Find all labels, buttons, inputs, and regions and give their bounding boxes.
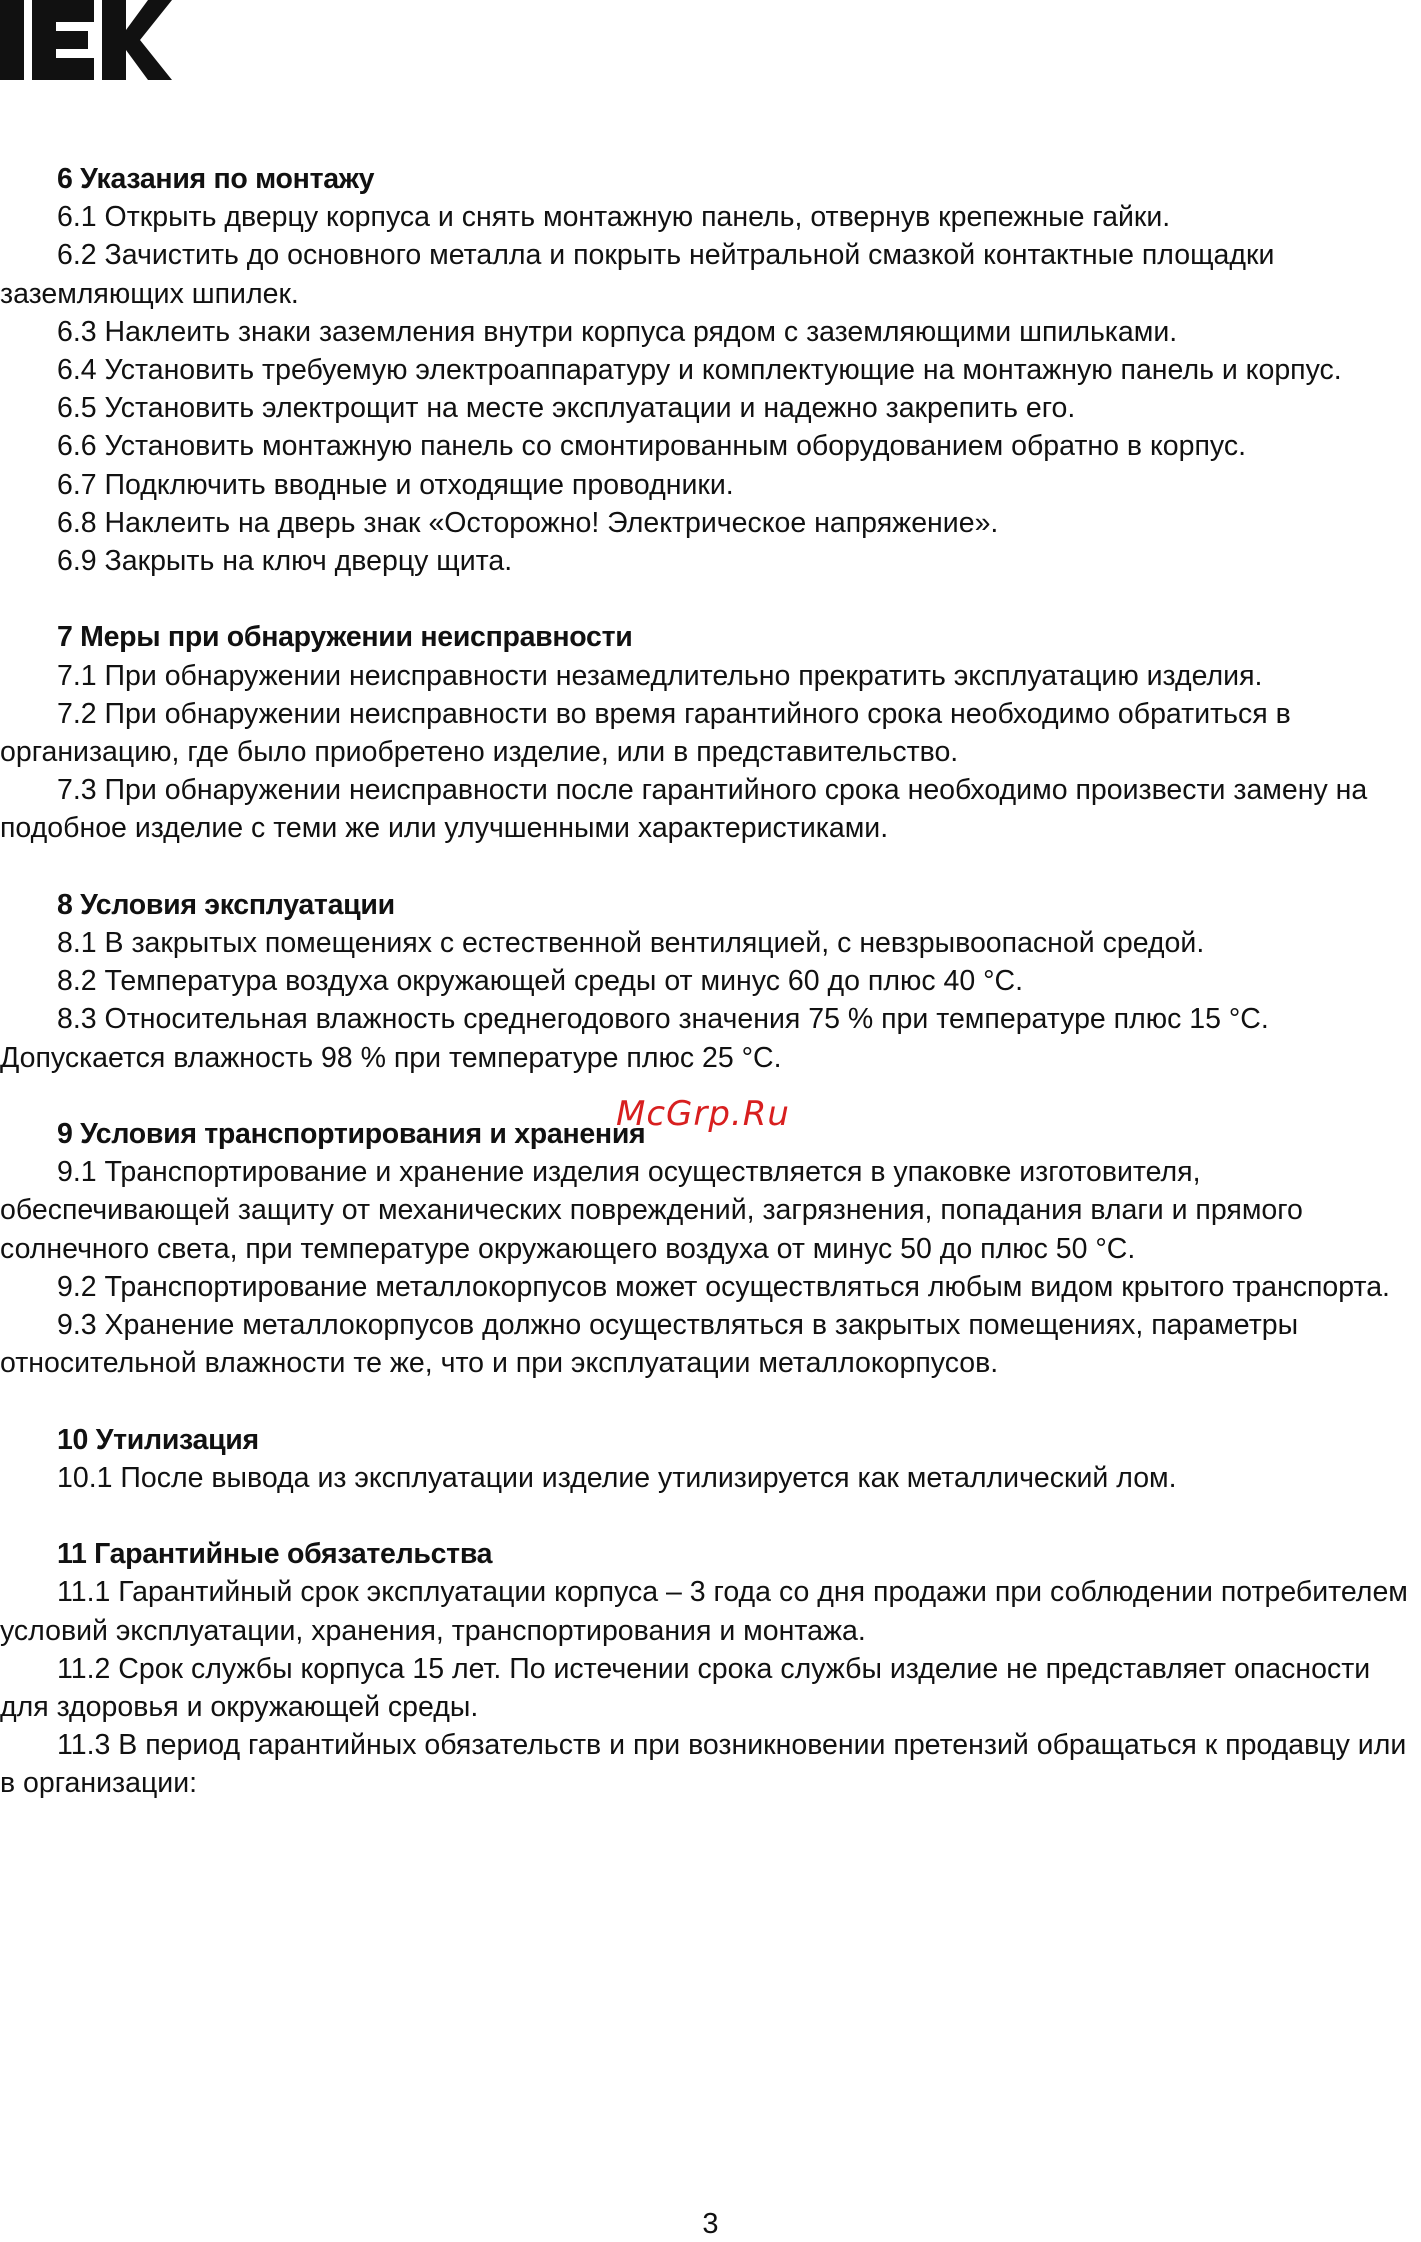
clause: 10.1 После вывода из эксплуатации изделие утилизируется как металлический лом.: [57, 1461, 1177, 1494]
clause: 7.2 При обнаружении неисправности во время гарантийного срока необходимо обратиться в организацию, где было приобретено изделие, или в представительство.: [0, 697, 1291, 769]
section-11: [0, 1535, 1421, 1802]
clause: 8.1 В закрытых помещениях с естественной вентиляцией, с невзрывоопасной средой.: [57, 927, 1205, 960]
section-8: [0, 886, 1421, 1077]
section-6: [0, 160, 1421, 580]
clause: 9.2 Транспортирование металлокорпусов может осуществляться любым видом крытого транспорта.: [57, 1270, 1390, 1303]
clause: 6.6 Установить монтажную панель со смонтированным оборудованием обратно в корпус.: [57, 430, 1246, 463]
document-body: [0, 160, 1421, 1803]
section-heading: 11 Гарантийные обязательства: [57, 1538, 493, 1571]
section-heading: 8 Условия эксплуатации: [57, 888, 395, 921]
clause: 6.9 Закрыть на ключ дверцу щита.: [57, 545, 513, 578]
clause: 8.2 Температура воздуха окружающей среды от минус 60 до плюс 40 °С.: [57, 965, 1024, 998]
iek-logo: [0, 0, 172, 80]
clause: 6.2 Зачистить до основного металла и покрыть нейтральной смазкой контактные площадки заземляющих шпилек.: [0, 239, 1275, 310]
section-9: [0, 1115, 1421, 1382]
section-spacer: [0, 1382, 1421, 1420]
section-10: [0, 1421, 1421, 1497]
clause: 11.2 Срок службы корпуса 15 лет. По истечении срока службы изделие не представляет опасности для здоровья и окружающей среды.: [0, 1652, 1371, 1724]
clause: 6.5 Установить электрощит на месте эксплуатации и надежно закрепить его.: [57, 392, 1076, 425]
section-spacer: [0, 580, 1421, 618]
clause: 7.1 При обнаружении неисправности незамедлительно прекратить эксплуатацию изделия.: [57, 659, 1263, 692]
page-number: 3: [702, 2208, 719, 2240]
clause: 6.8 Наклеить на дверь знак «Осторожно! Электрическое напряжение».: [57, 506, 999, 539]
section-7: [0, 618, 1421, 847]
section-heading: 6 Указания по монтажу: [57, 163, 375, 195]
section-heading: 10 Утилизация: [57, 1423, 259, 1456]
clause: 9.1 Транспортирование и хранение изделия осуществляется в упаковке изготовителя, обеспечивающей защиту от механических повреждений, загрязнения, попадания влаги и прямого солнечного света, при температуре окружающего воздуха от минус 50 до плюс 50 °С.: [0, 1156, 1303, 1265]
clause: 6.3 Наклеить знаки заземления внутри корпуса рядом с заземляющими шпильками.: [57, 315, 1178, 348]
clause: 6.4 Установить требуемую электроаппаратуру и комплектующие на монтажную панель и корпус.: [57, 354, 1342, 387]
section-heading: 9 Условия транспортирования и хранения: [57, 1118, 646, 1151]
watermark: McGrp.Ru: [616, 1094, 790, 1134]
clause: 9.3 Хранение металлокорпусов должно осуществляться в закрытых помещениях, параметры относительной влажности те же, что и при эксплуатации металлокорпусов.: [0, 1309, 1299, 1380]
clause: 6.7 Подключить вводные и отходящие проводники.: [57, 468, 734, 501]
clause: 11.1 Гарантийный срок эксплуатации корпуса – 3 года со дня продажи при соблюдении потребителем условий эксплуатации, хранения, транспортирования и монтажа.: [0, 1576, 1408, 1647]
section-spacer: [0, 848, 1421, 886]
clause: 6.1 Открыть дверцу корпуса и снять монтажную панель, отвернув крепежные гайки.: [57, 201, 1171, 234]
section-heading: 7 Меры при обнаружении неисправности: [57, 621, 633, 654]
clause: 11.3 В период гарантийных обязательств и при возникновении претензий обращаться к продавцу или в организации:: [0, 1729, 1407, 1800]
clause: 8.3 Относительная влажность среднегодового значения 75 % при температуре плюс 15 °С. Допускается влажность 98 % при температуре плюс 25 °С.: [0, 1003, 1269, 1074]
section-spacer: [0, 1497, 1421, 1535]
clause: 7.3 При обнаружении неисправности после гарантийного срока необходимо произвести замену на подобное изделие с теми же или улучшенными характеристиками.: [0, 774, 1368, 845]
